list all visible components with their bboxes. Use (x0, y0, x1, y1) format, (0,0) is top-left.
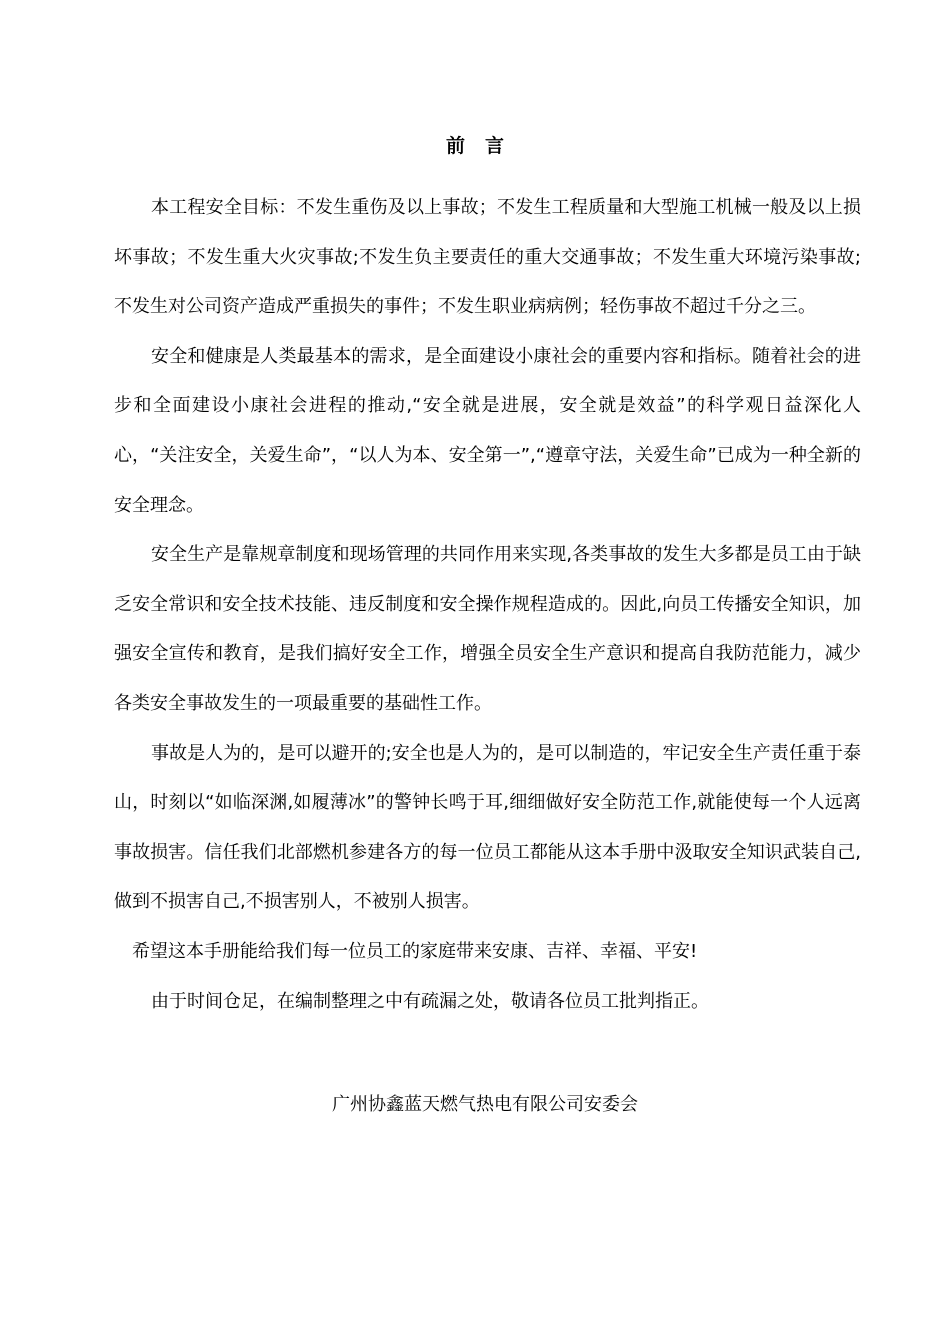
paragraph-health-needs: 安全和健康是人类最基本的需求，是全面建设小康社会的重要内容和指标。随着社会的进步和全面建设小康社会进程的推动,“安全就是进展，安全就是效益”的科学观日益深化人心，“关注安全，关爱生命”，“以人为本、安全第一”,“遵章守法，关爱生命”已成为一种全新的安全理念。 (114, 345, 861, 516)
paragraph-apology: 由于时间仓足，在编制整理之中有疏漏之处，敬请各位员工批判指正。 (151, 990, 709, 1012)
page-title: 前言 (445, 135, 524, 157)
paragraph-safety-production: 安全生产是靠规章制度和现场管理的共同作用来实现,各类事故的发生大多都是员工由于缺乏安全常识和安全技术技能、违反制度和安全操作规程造成的。因此,向员工传播安全知识，加强安全宣传和教育，是我们搞好安全工作，增强全员安全生产意识和提高自我防范能力，减少各类安全事故发生的一项最重要的基础性工作。 (114, 544, 861, 714)
paragraph-wishes: 希望这本手册能给我们每一位员工的家庭带来安康、吉祥、幸福、平安! (132, 940, 698, 962)
document-body (114, 183, 861, 1026)
signature: 广州协鑫蓝天燃气热电有限公司安委会 (332, 1094, 638, 1115)
paragraph-accident-prevention: 事故是人为的，是可以避开的;安全也是人为的，是可以制造的，牢记安全生产责任重于泰山，时刻以“如临深渊,如履薄冰”的警钟长鸣于耳,细细做好安全防范工作,就能使每一个人远离事故损害。信任我们北部燃机参建各方的每一位员工都能从这本手册中汲取安全知识武装自己,做到不损害自己,不损害别人，不被别人损害。 (114, 742, 861, 913)
paragraph-safety-goals: 本工程安全目标：不发生重伤及以上事故；不发生工程质量和大型施工机械一般及以上损坏事故；不发生重大火灾事故;不发生负主要责任的重大交通事故；不发生重大环境污染事故;不发生对公司资产造成严重损失的事件；不发生职业病病例；轻伤事故不超过千分之三。 (114, 197, 861, 318)
